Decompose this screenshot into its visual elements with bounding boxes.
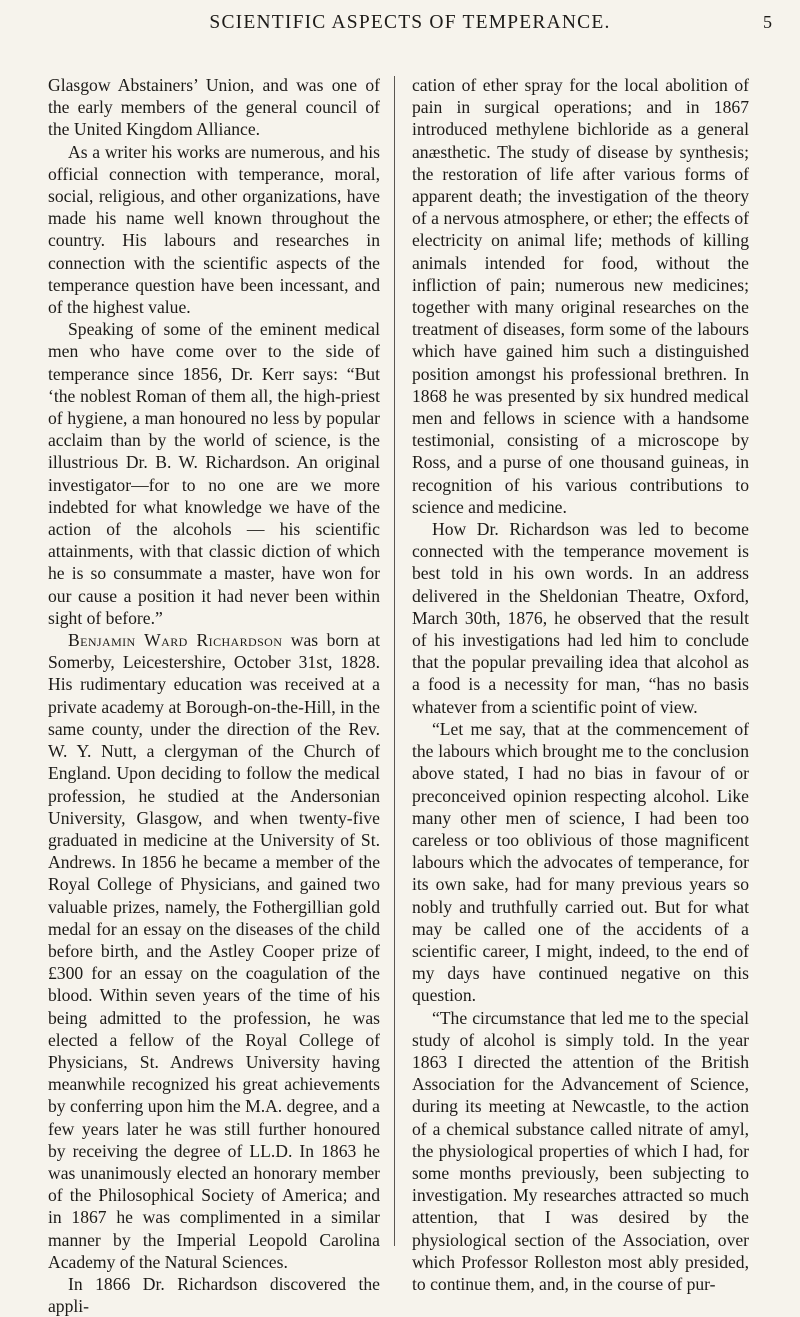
paragraph-text: was born at Somerby, Leicestershire, October 31st, 1828. His rudimentary education was received at a private academy at Borough-on-the-Hill, in the same county, under the direction of the Rev. W. Y. Nutt, a clergyman of the Church of England. Upon deciding to follow the medical profession, he studied at the Andersonian University, Glasgow, and when twenty-five graduated in medicine at the University of St. Andrews. In 1856 he became a member of the Royal College of Physicians, and gained two valuable prizes, namely, the Fothergillian gold medal for an essay on the diseases of the child before birth, and the Astley Cooper prize of £300 for an essay on the coagulation of the blood. Within seven years of the time of his being admitted to the profession, he was elected a fellow of the Royal College of Physicians, St. Andrews University having meanwhile recognized his great achievements by conferring upon him the M.A. degree, and a few years later he was still further honoured by receiving the degree of LL.D. In 1863 he was unanimously elected an honorary member of the Philosophical Society of America; and in 1867 he was complimented in a similar manner by the Imperial Leopold Carolina Academy of the Natural Sciences.: [48, 630, 380, 1272]
paragraph: “The circumstance that led me to the special study of alcohol is simply told. In the year 1863 I directed the attention of the British Association for the Advancement of Science, during its meeting at Newcastle, to the action of a chemical substance called nitrate of amyl, the physiological properties of which I had, for some months previously, been subjecting to investigation. My researches attracted so much attention, that I was desired by the physiological section of the Association, over which Professor Rolleston most ably presided, to continue them, and, in the course of pur-: [412, 1007, 749, 1294]
paragraph: “Let me say, that at the commencement of the labours which brought me to the conclusion above stated, I had no bias in favour of or preconceived opinion respecting alcohol. Like many other men of science, I had been too careless or too oblivious of those magnificent labours which the advocates of temperance, for its own sake, had for many previous years so nobly and truthfully carried out. But for what may be called one of the accidents of a scientific career, I might, indeed, to the end of my days have continued negative on this question.: [412, 718, 749, 1006]
paragraph: [48, 629, 380, 1273]
paragraph: Speaking of some of the eminent medical men who have come over to the side of temperance since 1856, Dr. Kerr says: “But ‘the noblest Roman of them all, the high-priest of hygiene, a man honoured no less by popular acclaim than by the world of science, is the illustrious Dr. B. W. Richardson. An original investigator—for to no one are we more indebted for what knowledge we have of the action of the alcohols — his scientific attainments, with that classic diction of which he is so consummate a master, have won for our cause a position it had never been within sight of before.”: [48, 319, 380, 628]
paragraph: Glasgow Abstainers’ Union, and was one of the early members of the general council of the United Kingdom Alliance.: [48, 75, 380, 140]
paragraph: cation of ether spray for the local abolition of pain in surgical operations; and in 1867 introduced methylene bichloride as a general anæsthetic. The study of disease by synthesis; the restoration of life after various forms of apparent death; the investigation of the theory of a nervous atmosphere, or ether; the effects of electricity on animal life; methods of killing animals intended for food, without the infliction of pain; numerous new medicines; together with many original researches on the treatment of diseases, form some of the labours which have gained him such a distinguished position amongst his professional brethren. In 1868 he was presented by six hundred medical men and fellows in science with a handsome testimonial, consisting of a microscope by Ross, and a purse of one thousand guineas, in recognition of his various contributions to science and medicine.: [412, 75, 749, 517]
column-divider: [394, 76, 395, 1246]
page-number: 5: [763, 12, 772, 32]
running-title: SCIENTIFIC ASPECTS OF TEMPERANCE.: [209, 12, 611, 33]
page-header: [48, 10, 772, 40]
paragraph: As a writer his works are numerous, and his official connection with temperance, moral, social, religious, and other organizations, have made his name well known throughout the country. His labours and researches in connection with the scientific aspects of the temperance question have been incessant, and of the highest value.: [48, 141, 380, 318]
paragraph: How Dr. Richardson was led to become connected with the temperance movement is best told in his own words. In an address delivered in the Sheldonian Theatre, Oxford, March 30th, 1876, he observed that the result of his investigations had led him to conclude that the popular prevailing idea that alcohol as a food is a necessity for man, “has no basis whatever from a scientific point of view.: [412, 519, 749, 717]
paragraph: In 1866 Dr. Richardson discovered the appli-: [48, 1273, 380, 1317]
right-column: [412, 74, 749, 1295]
left-column: [48, 74, 380, 1317]
subject-name: Benjamin Ward Richardson: [68, 630, 283, 651]
